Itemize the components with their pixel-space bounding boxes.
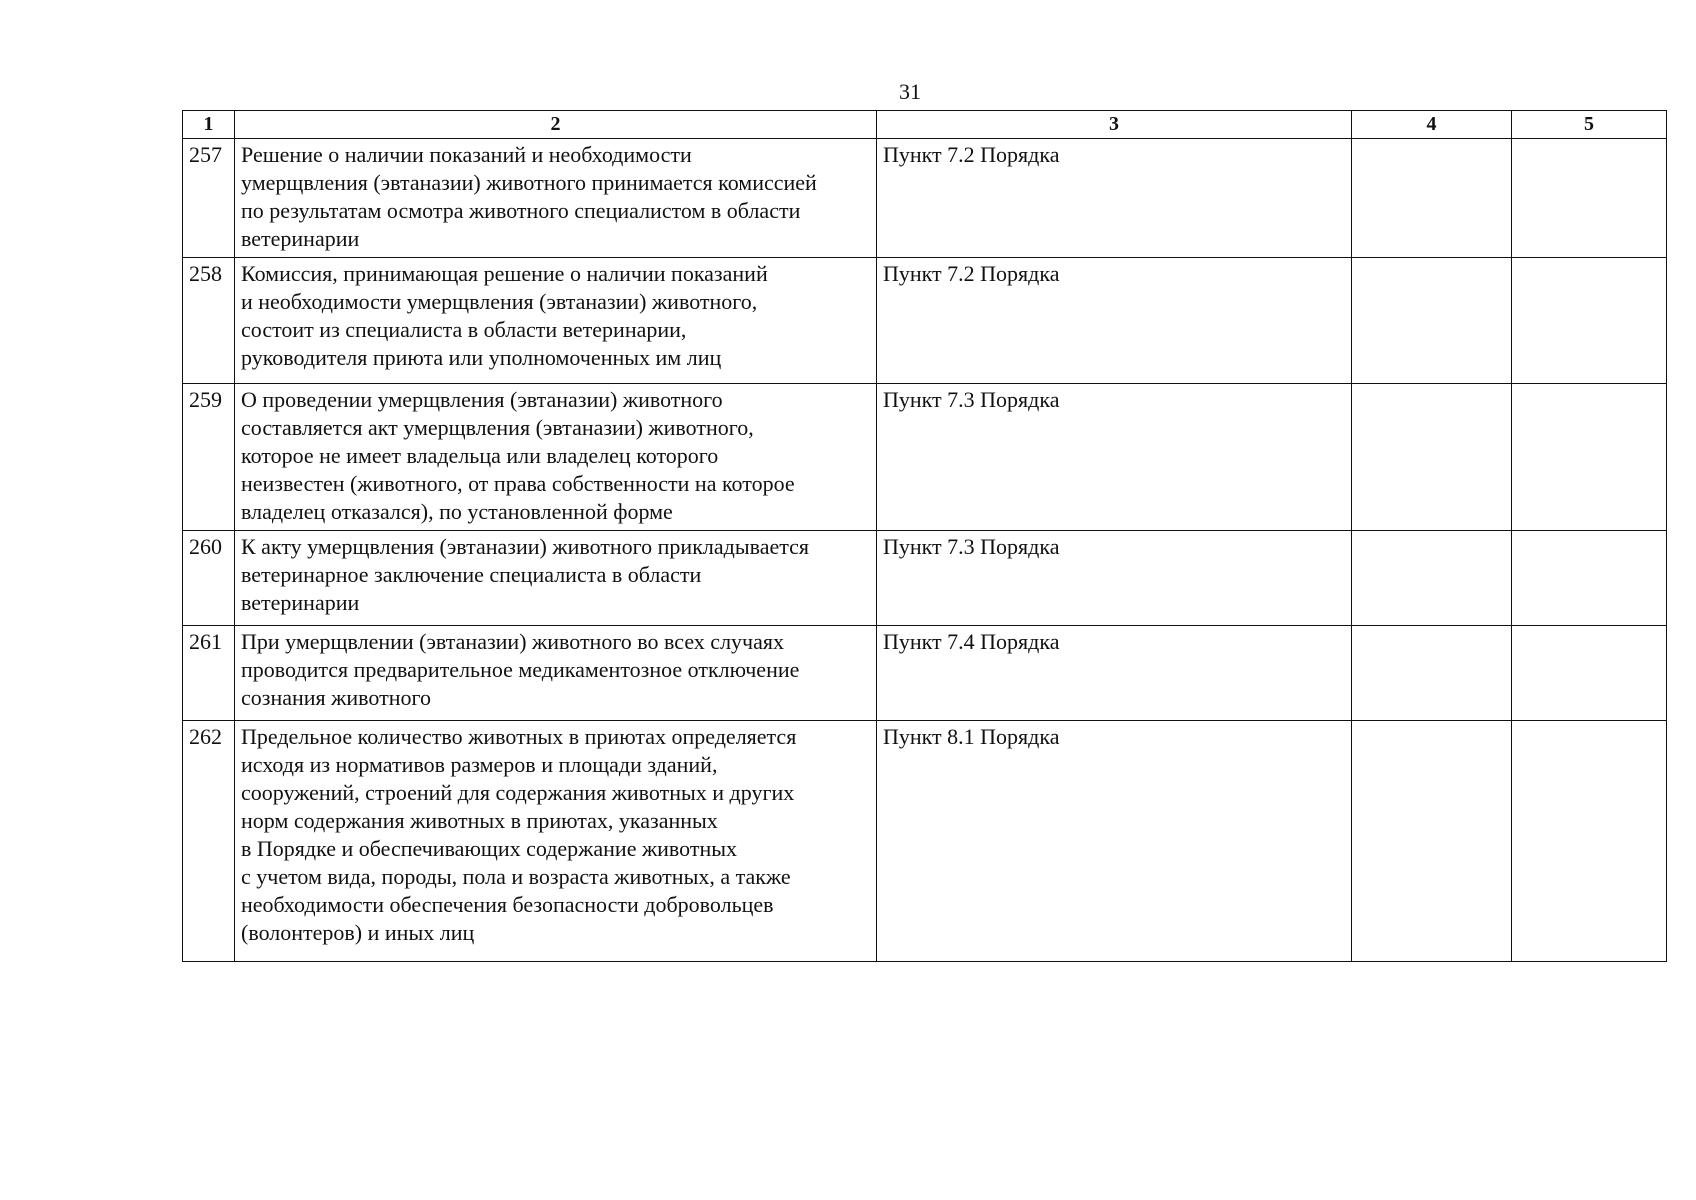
requirement-line: неизвестен (животного, от права собственности на которое [241, 471, 795, 496]
row-number: 257 [183, 139, 235, 258]
row-number: 260 [183, 531, 235, 626]
cell-column-5 [1512, 139, 1667, 258]
cell-column-4 [1352, 626, 1512, 721]
requirement-line: сознания животного [241, 685, 431, 710]
cell-column-5 [1512, 531, 1667, 626]
cell-column-5 [1512, 384, 1667, 531]
requirement-text [235, 139, 877, 258]
cell-column-5 [1512, 721, 1667, 962]
requirement-line: составляется акт умерщвления (эвтаназии) животного, [241, 415, 754, 440]
cell-column-4 [1352, 258, 1512, 384]
cell-column-4 [1352, 531, 1512, 626]
column-header-4: 4 [1352, 111, 1512, 139]
table-row [183, 384, 1667, 531]
requirement-line: в Порядке и обеспечивающих содержание животных [241, 836, 738, 861]
row-number: 261 [183, 626, 235, 721]
requirement-text [235, 531, 877, 626]
column-header-1: 1 [183, 111, 235, 139]
legal-reference: Пункт 7.3 Порядка [877, 384, 1352, 531]
row-number: 259 [183, 384, 235, 531]
requirement-text [235, 626, 877, 721]
legal-reference: Пункт 7.3 Порядка [877, 531, 1352, 626]
requirement-line: Предельное количество животных в приютах определяется [241, 724, 797, 749]
cell-column-4 [1352, 139, 1512, 258]
requirement-line: владелец отказался), по установленной форме [241, 499, 673, 524]
table-row [183, 531, 1667, 626]
column-header-3: 3 [877, 111, 1352, 139]
table-row [183, 721, 1667, 962]
legal-reference: Пункт 8.1 Порядка [877, 721, 1352, 962]
legal-reference: Пункт 7.2 Порядка [877, 139, 1352, 258]
row-number: 262 [183, 721, 235, 962]
page-number: 31 [899, 79, 921, 104]
requirement-line: состоит из специалиста в области ветеринарии, [241, 317, 687, 342]
table-header-row [183, 111, 1667, 139]
requirement-line: Комиссия, принимающая решение о наличии показаний [241, 261, 768, 286]
requirement-text [235, 258, 877, 384]
requirement-line: которое не имеет владельца или владелец которого [241, 443, 719, 468]
requirement-line: сооружений, строений для содержания животных и других [241, 780, 795, 805]
requirement-text [235, 384, 877, 531]
requirement-line: ветеринарное заключение специалиста в области [241, 562, 702, 587]
table-row [183, 139, 1667, 258]
cell-column-5 [1512, 626, 1667, 721]
requirement-line: умерщвления (эвтаназии) животного принимается комиссией [241, 170, 817, 195]
requirement-line: (волонтеров) и иных лиц [241, 920, 475, 945]
requirement-line: К акту умерщвления (эвтаназии) животного прикладывается [241, 534, 809, 559]
requirement-text [235, 721, 877, 962]
legal-reference: Пункт 7.2 Порядка [877, 258, 1352, 384]
requirement-line: с учетом вида, породы, пола и возраста животных, а также [241, 864, 791, 889]
requirement-line: Решение о наличии показаний и необходимости [241, 142, 692, 167]
requirement-line: При умерщвлении (эвтаназии) животного во всех случаях [241, 629, 784, 654]
requirements-table [182, 110, 1667, 962]
requirement-line: О проведении умерщвления (эвтаназии) животного [241, 387, 723, 412]
requirement-line: ветеринарии [241, 590, 360, 615]
legal-reference: Пункт 7.4 Порядка [877, 626, 1352, 721]
requirement-line: проводится предварительное медикаментозное отключение [241, 657, 800, 682]
requirement-line: ветеринарии [241, 226, 360, 251]
requirement-line: и необходимости умерщвления (эвтаназии) животного, [241, 289, 758, 314]
cell-column-4 [1352, 384, 1512, 531]
row-number: 258 [183, 258, 235, 384]
column-header-5: 5 [1512, 111, 1667, 139]
requirement-line: необходимости обеспечения безопасности добровольцев [241, 892, 774, 917]
requirement-line: исходя из нормативов размеров и площади зданий, [241, 752, 718, 777]
requirement-line: норм содержания животных в приютах, указанных [241, 808, 718, 833]
requirement-line: по результатам осмотра животного специалистом в области [241, 198, 801, 223]
column-header-2: 2 [235, 111, 877, 139]
table-row [183, 626, 1667, 721]
table-row [183, 258, 1667, 384]
cell-column-4 [1352, 721, 1512, 962]
requirement-line: руководителя приюта или уполномоченных им лиц [241, 345, 722, 370]
cell-column-5 [1512, 258, 1667, 384]
